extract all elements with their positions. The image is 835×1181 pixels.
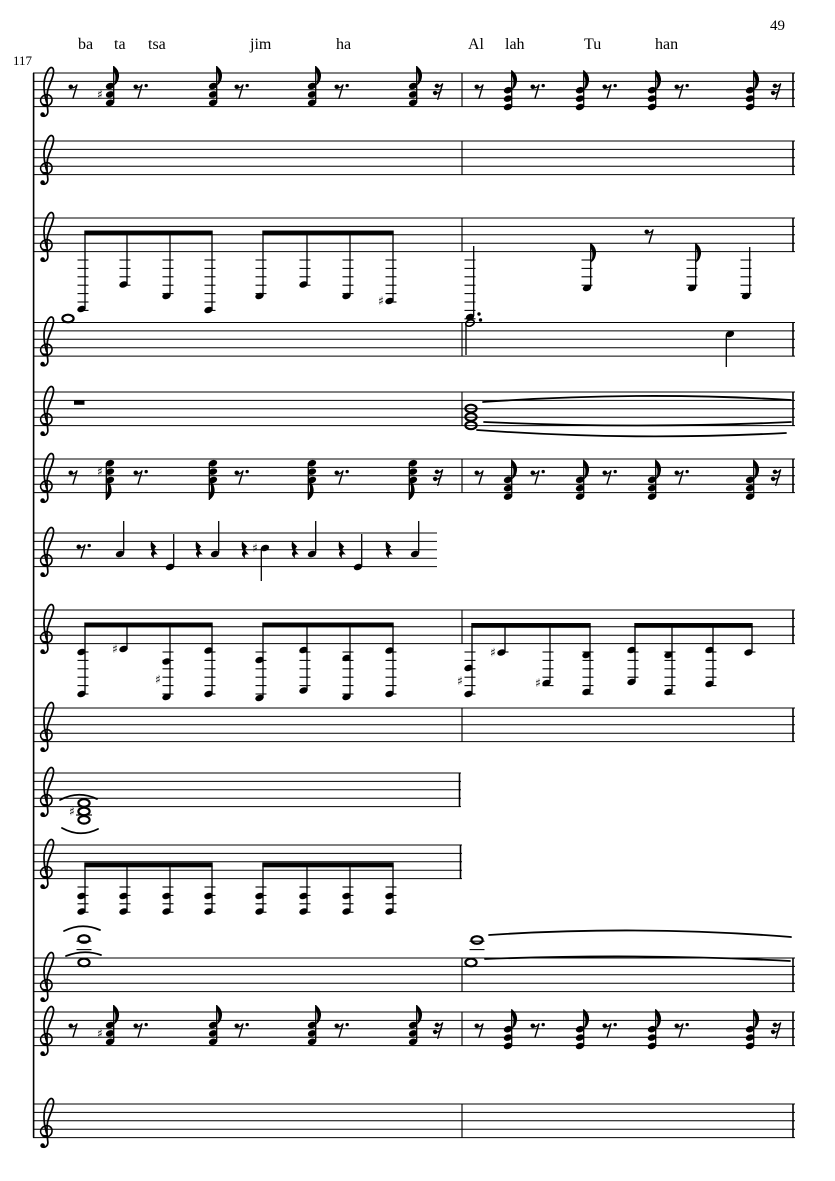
sharp-accidental: ♯: [69, 804, 75, 819]
treble-clef-icon: [40, 1098, 53, 1147]
augmentation-dot: [542, 84, 545, 87]
eighth-rest: [69, 1024, 78, 1038]
augmentation-dot: [346, 470, 349, 473]
augmentation-dot: [246, 1023, 249, 1026]
dotted-eighth-rest: [675, 1023, 689, 1038]
sixteenth-chord: [575, 460, 589, 501]
quarter-note: [307, 521, 317, 558]
whole-notehead: [78, 799, 89, 807]
treble-clef-icon: [40, 527, 53, 576]
augmentation-dot: [686, 84, 689, 87]
treble-clef-icon: [40, 453, 53, 502]
lyric-syllable: Tu: [584, 36, 602, 53]
dotted-eighth-rest: [235, 470, 249, 485]
tie: [489, 930, 791, 937]
whole-note: [62, 315, 73, 323]
beam: [262, 231, 393, 236]
eighth-rest: [69, 471, 78, 485]
sixteenth-rest: [771, 84, 781, 100]
quarter-note: [210, 521, 220, 558]
path: [42, 702, 54, 751]
augmentation-dot: [145, 84, 148, 87]
beam: [84, 863, 212, 868]
lyric-syllable: ba: [78, 36, 94, 53]
sixteenth-chord: [503, 460, 517, 501]
beam: [471, 623, 590, 628]
whole-note: [77, 935, 92, 949]
dotted-eighth-rest: [235, 84, 249, 99]
sharp-accidental: ♯: [97, 1026, 103, 1041]
lyric-syllable: tsa: [148, 36, 166, 53]
sixteenth-chord: [408, 66, 422, 107]
augmentation-dot: [614, 470, 617, 473]
treble-clef-icon: [40, 839, 53, 888]
sixteenth-rest: [433, 470, 443, 486]
path: [42, 317, 54, 366]
flag-icon: [409, 480, 414, 500]
sharp-accidental: ♯: [112, 642, 118, 656]
path: [42, 527, 54, 576]
treble-clef-icon: [40, 1006, 53, 1055]
whole-note-chord: [69, 799, 92, 823]
path: [42, 212, 54, 261]
flag-icon: [217, 1005, 222, 1025]
flag-icon: [512, 460, 517, 480]
clef-dot: [40, 180, 45, 185]
dotted-eighth-rest: [675, 470, 689, 485]
lyric-syllable: han: [655, 36, 679, 53]
path: [42, 952, 54, 1001]
augmentation-dot: [542, 1023, 545, 1026]
sixteenth-chord: [307, 1005, 321, 1046]
treble-clef-icon: [40, 135, 53, 184]
sharp-accidental: ♯: [97, 87, 103, 102]
sixteenth-chord: [208, 1005, 222, 1046]
treble-clef-icon: [40, 317, 53, 366]
whole-notehead: [78, 816, 89, 824]
dotted-eighth-rest: [134, 1023, 148, 1038]
staff-2: [33, 135, 795, 184]
dotted-eighth-rest: [531, 84, 545, 99]
dotted-eighth-rest: [531, 470, 545, 485]
beam: [84, 231, 212, 236]
sixteenth-chord: [647, 460, 661, 501]
lyric-syllable: ta: [114, 36, 126, 53]
dotted-eighth-rest: [531, 1023, 545, 1038]
dotted-eighth-rest: [134, 470, 148, 485]
path: [42, 135, 54, 184]
eighth-rest: [475, 471, 484, 485]
staff-12: [33, 926, 795, 1002]
whole-notehead: [465, 959, 476, 967]
treble-clef-icon: [40, 702, 53, 751]
lyric-syllable: jim: [250, 36, 272, 53]
staff-5: [33, 386, 795, 436]
dotted-eighth-rest: [603, 84, 617, 99]
flag-icon: [114, 1005, 119, 1025]
flag-icon: [114, 66, 119, 86]
beam: [262, 623, 393, 628]
quarter-note: [410, 521, 420, 558]
whole-notehead: [78, 808, 89, 816]
sharp-accidental: ♯: [252, 541, 258, 555]
sixteenth-chord: [97, 1005, 119, 1046]
dotted-eighth-rest: [134, 84, 148, 99]
augmentation-dot: [145, 1023, 148, 1026]
quarter-note: [465, 246, 481, 321]
staff-1: [33, 66, 795, 117]
augmentation-dot: [246, 470, 249, 473]
whole-notehead: [471, 936, 482, 944]
sharp-accidental: ♯: [97, 464, 103, 479]
tie: [62, 828, 98, 833]
treble-clef-icon: [40, 604, 53, 653]
beam: [634, 623, 752, 628]
treble-clef-icon: [40, 386, 53, 435]
quarter-note: [165, 534, 175, 571]
staff-6: [33, 453, 795, 502]
flag-icon: [584, 460, 589, 480]
page-number: 49: [770, 18, 785, 34]
dotted-eighth-rest: [335, 470, 349, 485]
flag-icon: [209, 480, 214, 500]
sixteenth-chord: [408, 459, 418, 500]
sixteenth-chord: [745, 70, 759, 111]
clef-dot: [40, 884, 45, 889]
sharp-accidental: ♯: [490, 645, 496, 660]
sixteenth-chord: [575, 1009, 589, 1050]
tie: [60, 795, 97, 800]
path: [42, 767, 54, 816]
augmentation-dot: [88, 544, 91, 547]
dotted-eighth-rest: [77, 544, 91, 559]
eighth-rest: [475, 1024, 484, 1038]
sixteenth-chord: [307, 459, 317, 500]
sixteenth-chord: [647, 70, 661, 111]
eighth-rest: [69, 85, 78, 99]
sixteenth-rest: [433, 1023, 443, 1039]
clef-dot: [40, 362, 45, 367]
path: [42, 1098, 54, 1147]
path: [42, 604, 54, 653]
treble-clef-icon: [40, 212, 53, 261]
flag-icon: [417, 66, 422, 86]
whole-notehead: [62, 315, 73, 323]
clef-dot: [40, 112, 45, 117]
flag-icon: [316, 66, 321, 86]
treble-clef-icon: [40, 952, 53, 1001]
augmentation-dot: [542, 470, 545, 473]
sharp-accidental: ♯: [457, 674, 463, 688]
clef-dot: [40, 572, 45, 577]
sixteenth-chord: [307, 66, 321, 107]
path: [42, 839, 54, 888]
flag-icon: [656, 460, 661, 480]
whole-rest: [74, 400, 85, 404]
sixteenth-chord: [503, 1009, 517, 1050]
sixteenth-chord: [408, 1005, 422, 1046]
eighth-rest: [645, 230, 654, 244]
dotted-eighth-rest: [675, 84, 689, 99]
path: [42, 1006, 54, 1055]
staff-3: [33, 212, 795, 321]
sharp-accidental: ♯: [378, 294, 384, 308]
staff-13: [33, 1005, 795, 1056]
measure-number: 117: [13, 53, 33, 68]
sixteenth-chord: [208, 459, 218, 500]
quarter-note: [252, 541, 270, 581]
flag-icon: [417, 1005, 422, 1025]
tie: [477, 430, 786, 436]
sharp-accidental: ♯: [155, 672, 161, 687]
dotted-eighth-rest: [603, 470, 617, 485]
sixteenth-rest: [771, 1023, 781, 1039]
whole-note: [78, 959, 89, 967]
sharp-accidental: ♯: [535, 676, 541, 690]
clef-dot: [40, 649, 45, 654]
sixteenth-chord: [647, 1009, 661, 1050]
quarter-note: [741, 247, 752, 300]
augmentation-dot: [686, 1023, 689, 1026]
augmentation-dot: [346, 1023, 349, 1026]
whole-note: [465, 959, 476, 967]
sixteenth-chord: [745, 460, 759, 501]
clef-dot: [40, 812, 45, 817]
clef-dot: [40, 747, 45, 752]
eighth-note: [582, 243, 597, 292]
staff-9: [33, 702, 795, 751]
half-note: [465, 318, 482, 355]
clef-dot: [40, 431, 45, 436]
sixteenth-rest: [433, 84, 443, 100]
augmentation-dot: [477, 312, 480, 315]
flag-icon: [308, 480, 313, 500]
eighth-rest: [475, 85, 484, 99]
staff-7: [33, 521, 437, 581]
quarter-note: [353, 534, 363, 571]
flag-icon: [217, 66, 222, 86]
flag-icon: [106, 480, 111, 500]
quarter-note: [115, 521, 125, 558]
beamed-group: [76, 623, 396, 703]
dotted-eighth-rest: [235, 1023, 249, 1038]
staff-14: [33, 1098, 795, 1147]
augmentation-dot: [614, 1023, 617, 1026]
lyric-syllable: lah: [505, 36, 525, 53]
tie: [64, 926, 100, 931]
clef-dot: [40, 1143, 45, 1148]
whole-notehead: [78, 959, 89, 967]
sixteenth-rest: [771, 470, 781, 486]
dotted-eighth-rest: [335, 84, 349, 99]
staff-10: [33, 767, 461, 833]
clef-dot: [40, 997, 45, 1002]
sixteenth-chord: [97, 66, 119, 107]
quarter-note: [725, 330, 735, 367]
sixteenth-chord: [97, 459, 115, 500]
beam: [84, 623, 212, 628]
tie: [484, 422, 791, 426]
treble-clef-icon: [40, 67, 53, 116]
dotted-eighth-rest: [335, 1023, 349, 1038]
tie: [66, 952, 101, 956]
dotted-eighth-rest: [603, 1023, 617, 1038]
tie: [483, 396, 791, 402]
path: [42, 453, 54, 502]
flag-icon: [316, 1005, 321, 1025]
sixteenth-chord: [208, 66, 222, 107]
staff-4: [33, 315, 795, 367]
lyric-syllable: Al: [468, 36, 484, 53]
staff-8: [33, 604, 795, 702]
clef-dot: [40, 498, 45, 503]
beamed-group: [457, 623, 755, 698]
treble-clef-icon: [40, 767, 53, 816]
augmentation-dot: [346, 84, 349, 87]
clef-dot: [40, 1051, 45, 1056]
clef-dot: [40, 257, 45, 262]
sixteenth-chord: [575, 70, 589, 111]
sixteenth-chord: [745, 1009, 759, 1050]
tie: [485, 956, 790, 961]
eighth-note: [687, 243, 702, 292]
augmentation-dot: [614, 84, 617, 87]
whole-note: [470, 936, 485, 949]
flag-icon: [754, 460, 759, 480]
path: [42, 386, 54, 435]
augmentation-dot: [246, 84, 249, 87]
lyric-syllable: ha: [336, 36, 352, 53]
augmentation-dot: [686, 470, 689, 473]
path: [42, 67, 54, 116]
augmentation-dot: [479, 318, 482, 321]
sixteenth-chord: [503, 70, 517, 111]
staff-11: [33, 839, 462, 915]
augmentation-dot: [145, 470, 148, 473]
beam: [262, 863, 393, 868]
